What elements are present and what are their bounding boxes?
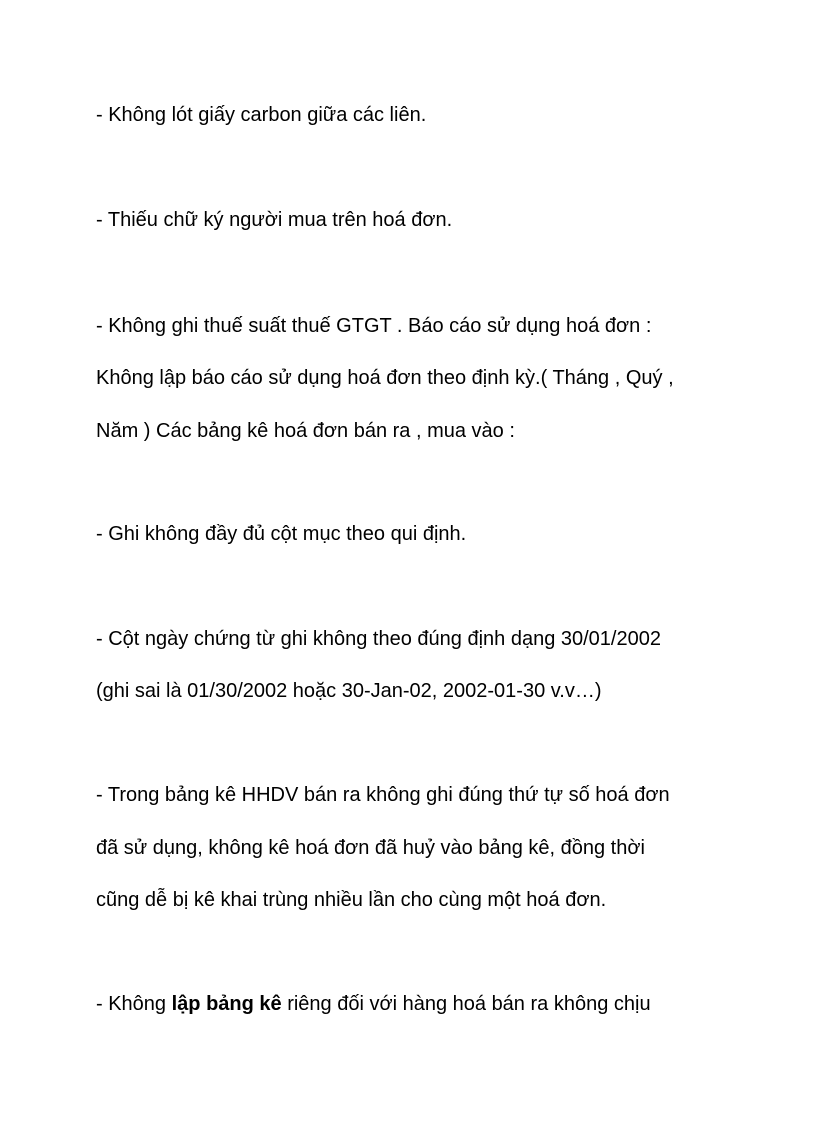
text-line: - Ghi không đầy đủ cột mục theo qui định. xyxy=(96,523,467,545)
text-line: - Thiếu chữ ký người mua trên hoá đơn. xyxy=(96,209,453,231)
text-line: cũng dễ bị kê khai trùng nhiều lần cho cùng một hoá đơn. xyxy=(96,889,607,911)
text-line: (ghi sai là 01/30/2002 hoặc 30-Jan-02, 2002-01-30 v.v…) xyxy=(96,680,602,702)
text-line-last xyxy=(96,992,651,1016)
bold-text-run: lập bảng kê xyxy=(171,993,282,1015)
text-run: - Không xyxy=(96,993,172,1015)
text-line: - Không ghi thuế suất thuế GTGT . Báo cáo sử dụng hoá đơn : xyxy=(96,315,652,337)
text-line: Năm ) Các bảng kê hoá đơn bán ra , mua vào : xyxy=(96,420,515,442)
text-line: - Không lót giấy carbon giữa các liên. xyxy=(96,104,427,126)
text-run: riêng đối với hàng hoá bán ra không chịu xyxy=(281,993,651,1015)
text-line: đã sử dụng, không kê hoá đơn đã huỷ vào bảng kê, đồng thời xyxy=(96,837,645,859)
text-line: - Trong bảng kê HHDV bán ra không ghi đúng thứ tự số hoá đơn xyxy=(96,784,670,806)
text-line: Không lập báo cáo sử dụng hoá đơn theo định kỳ.( Tháng , Quý , xyxy=(96,367,674,389)
text-line: - Cột ngày chứng từ ghi không theo đúng định dạng 30/01/2002 xyxy=(96,628,661,650)
